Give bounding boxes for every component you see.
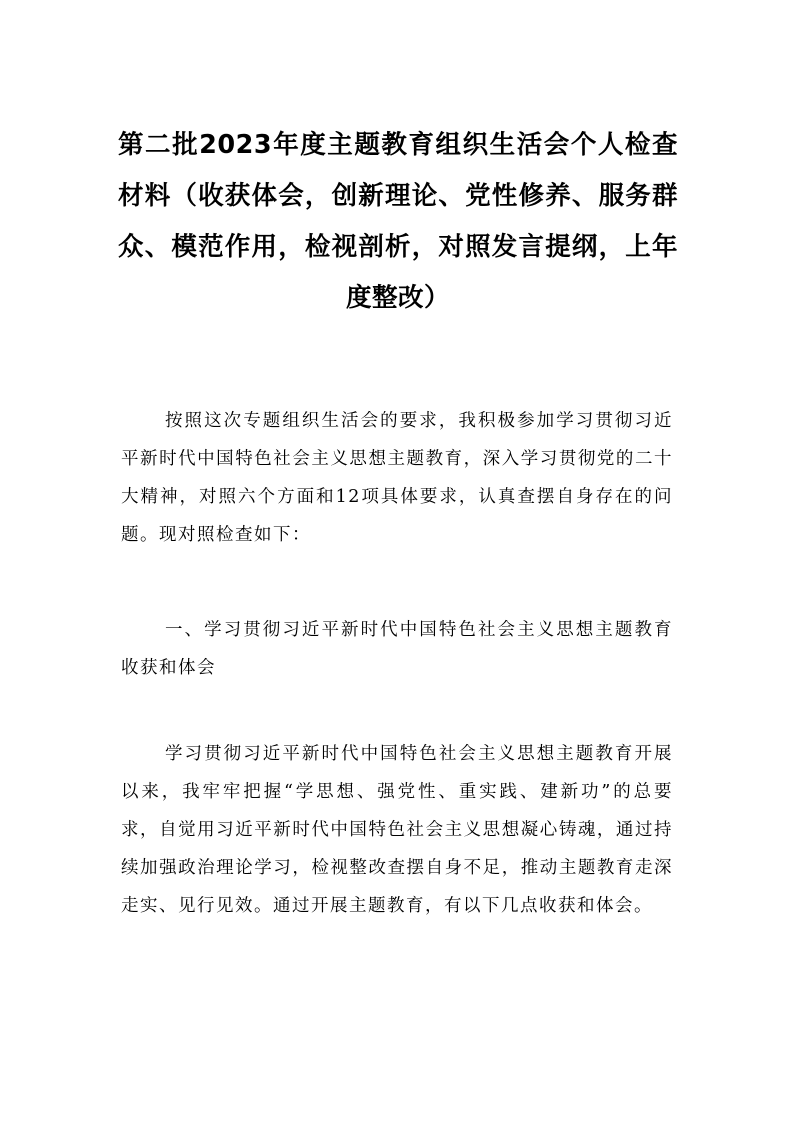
intro-paragraph: 按照这次专题组织生活会的要求，我积极参加学习贯彻习近平新时代中国特色社会主义思想主题教育，深入学习贯彻党的二十大精神，对照六个方面和12项具体要求，认真查摆自身存在的问题。现对照检查如下： [121, 410, 673, 545]
document-title: 第二批2023年度主题教育组织生活会个人检查材料（收获体会，创新理论、党性修养、服务群众、模范作用，检视剖析，对照发言提纲，上年度整改） [118, 130, 678, 313]
body-paragraph: 学习贯彻习近平新时代中国特色社会主义思想主题教育开展以来，我牢牢把握“学思想、强党性、重实践、建新功”的总要求，自觉用习近平新时代中国特色社会主义思想凝心铸魂，通过持续加强政治理论学习，检视整改查摆自身不足，推动主题教育走深走实、见行见效。通过开展主题教育，有以下几点收获和体会。 [121, 743, 673, 916]
section-heading: 一、学习贯彻习近平新时代中国特色社会主义思想主题教育收获和体会 [121, 619, 673, 678]
